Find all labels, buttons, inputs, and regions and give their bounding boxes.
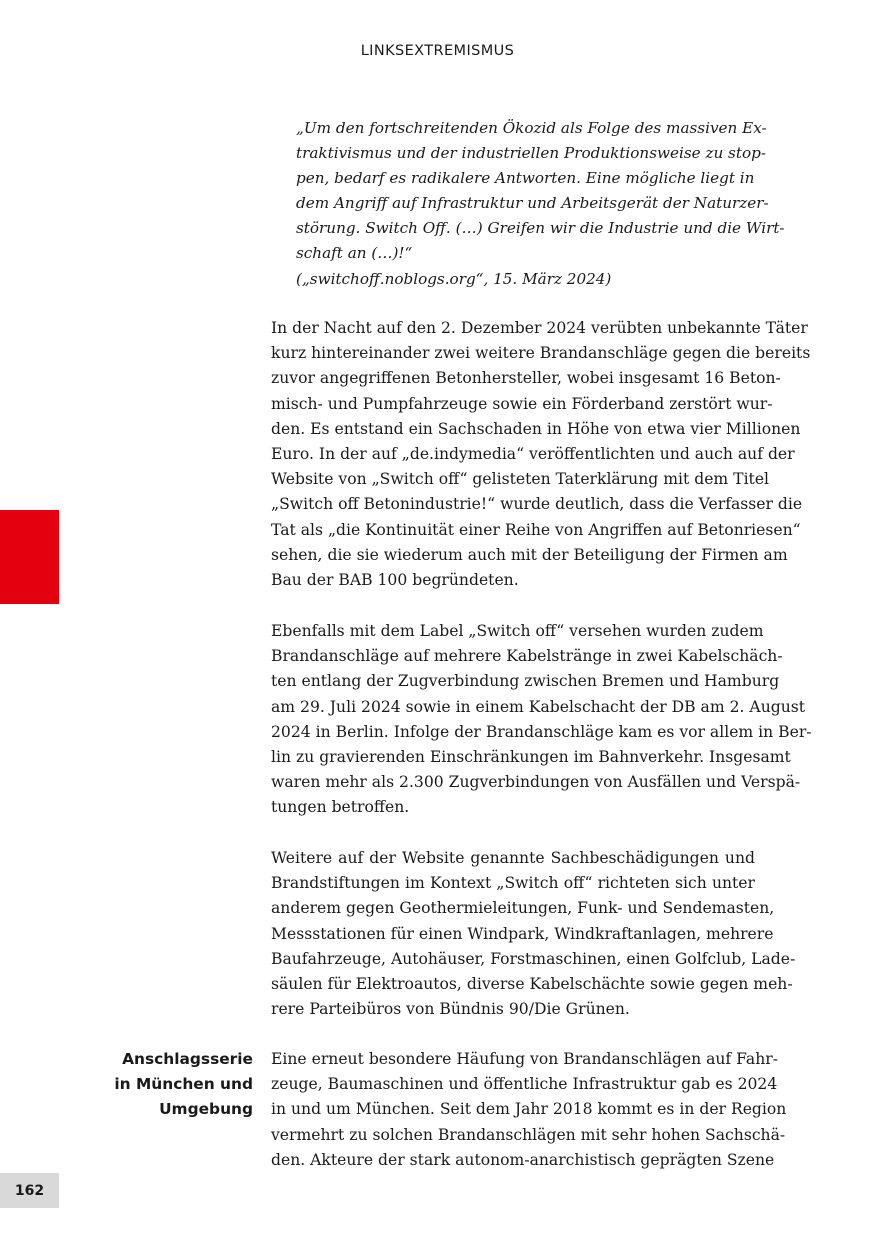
text-line: Baufahrzeuge, Autohäuser, Forstmaschinen, einen Golfclub, Lade- (271, 949, 796, 968)
margin-heading-line: in München und (114, 1075, 253, 1094)
paragraph-1 (271, 316, 811, 593)
text-line: ten entlang der Zugverbindung zwischen Bremen und Hamburg (271, 672, 780, 691)
quote-line: dem Angriff auf Infrastruktur und Arbeitsgerät der Naturzer- (296, 194, 769, 213)
paragraph-4 (271, 1047, 787, 1173)
text-line: Euro. In der auf „de.indymedia“ veröffentlichten und auch auf der (271, 445, 795, 464)
quote-line: „Um den fortschreitenden Ökozid als Folge des massiven Ex- (296, 119, 767, 137)
quote-line: traktivismus und der industriellen Produktionsweise zu stop- (296, 144, 766, 163)
text-line: Brandstiftungen im Kontext „Switch off“ richteten sich unter (271, 874, 755, 893)
text-line: Tat als „die Kontinuität einer Reihe von Angriffen auf Betonriesen“ (271, 520, 801, 539)
text-line: zuvor angegriffenen Betonhersteller, wobei insgesamt 16 Beton- (271, 369, 781, 388)
text-line: In der Nacht auf den 2. Dezember 2024 verübten unbekannte Täter (271, 319, 808, 337)
text-line: Weitere auf der Website genannte Sachbeschädigungen und (271, 849, 755, 867)
margin-heading-line: Umgebung (159, 1100, 253, 1119)
text-line: Messstationen für einen Windpark, Windkraftanlagen, mehrere (271, 924, 774, 943)
text-line: Ebenfalls mit dem Label „Switch off“ versehen wurden zudem (271, 622, 764, 640)
quote-source: („switchoff.noblogs.org“, 15. März 2024) (296, 269, 612, 288)
text-line: Eine erneut besondere Häufung von Brandanschlägen auf Fahr- (271, 1050, 778, 1068)
text-line: säulen für Elektroautos, diverse Kabelschächte sowie gegen meh- (271, 975, 793, 994)
margin-heading-line: Anschlagsserie (122, 1050, 253, 1068)
text-line: in und um München. Seit dem Jahr 2018 kommt es in der Region (271, 1100, 787, 1119)
margin-heading (114, 1047, 253, 1123)
text-line: lin zu gravierenden Einschränkungen im Bahnverkehr. Insgesamt (271, 748, 791, 767)
text-line: Brandanschläge auf mehrere Kabelstränge in zwei Kabelschäch- (271, 647, 783, 666)
text-line: sehen, die sie wiederum auch mit der Beteiligung der Firmen am (271, 545, 788, 564)
text-line: vermehrt zu solchen Brandanschlägen mit sehr hohen Sachschä- (271, 1125, 786, 1144)
quote-line: pen, bedarf es radikalere Antworten. Eine mögliche liegt in (296, 169, 755, 188)
text-line: zeuge, Baumaschinen und öffentliche Infrastruktur gab es 2024 (271, 1075, 778, 1094)
running-header: LINKSEXTREMISMUS (360, 43, 515, 59)
text-line: am 29. Juli 2024 sowie in einem Kabelschacht der DB am 2. August (271, 697, 806, 716)
text-line: Bau der BAB 100 begründeten. (271, 571, 519, 590)
quote-line: schaft an (…)!“ (296, 244, 413, 263)
chapter-tab-marker (0, 510, 59, 604)
text-line: den. Es entstand ein Sachschaden in Höhe von etwa vier Millionen (271, 419, 801, 438)
text-line: waren mehr als 2.300 Zugverbindungen von Ausfällen und Verspä- (271, 773, 801, 792)
text-line: kurz hintereinander zwei weitere Brandanschläge gegen die bereits (271, 344, 811, 363)
paragraph-2 (271, 619, 812, 821)
text-line: tungen betroffen. (271, 798, 410, 817)
block-quote (296, 116, 785, 292)
text-line: misch- und Pumpfahrzeuge sowie ein Förderband zerstört wur- (271, 394, 773, 413)
text-line: Website von „Switch off“ gelisteten Taterklärung mit dem Titel (271, 470, 770, 489)
page-number: 162 (0, 1173, 59, 1208)
quote-line: störung. Switch Off. (…) Greifen wir die Industrie und die Wirt- (296, 219, 785, 238)
text-line: rere Parteibüros von Bündnis 90/Die Grünen. (271, 1000, 630, 1019)
text-line: „Switch off Betonindustrie!“ wurde deutlich, dass die Verfasser die (271, 495, 803, 514)
text-line: 2024 in Berlin. Infolge der Brandanschläge kam es vor allem in Ber- (271, 722, 812, 741)
text-line: den. Akteure der stark autonom-anarchistisch geprägten Szene (271, 1150, 775, 1169)
paragraph-3 (271, 846, 796, 1022)
text-line: anderem gegen Geothermieleitungen, Funk- und Sendemasten, (271, 899, 775, 918)
